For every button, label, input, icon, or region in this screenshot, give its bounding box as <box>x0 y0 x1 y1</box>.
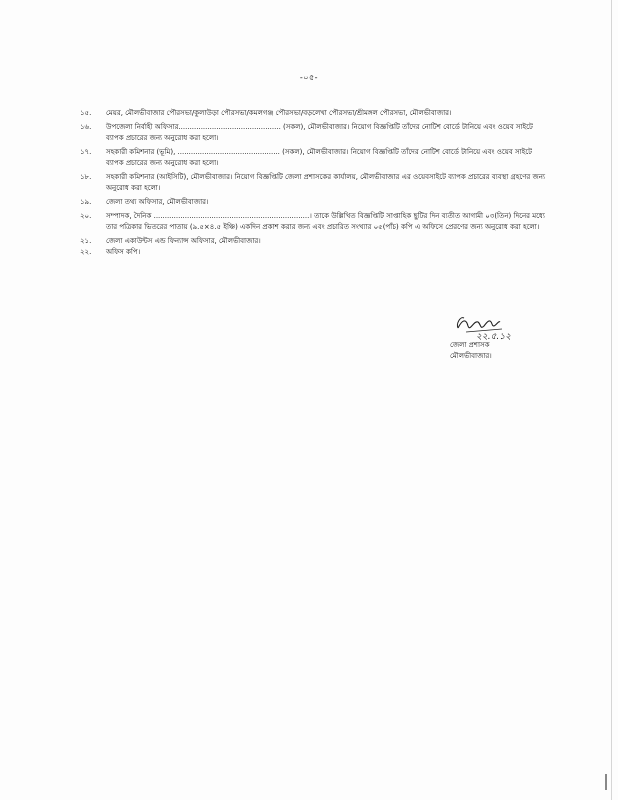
item-text: সম্পাদক, দৈনিক ......................................................................। তাকে উল্লিখিত বিজ্ঞপ্তিটি সাপ্তাহিক ছুটির দিন ব্যতীত আগামী ০৩(তিন) দিনের মধ্যে তার পত্রিকার ভিতরের পাতায় (৯.৫×৪.৫ ইঞ্চি) একদিন প্রকাশ করার জন্য এবং প্রচারিত সংখ্যার ০৫(পাঁচ) কপি এ অফিসে প্রেরণের জন্য অনুরোধ করা হলো। <box>106 212 545 231</box>
list-item <box>80 236 550 247</box>
item-text: জেলা একাউন্টস এন্ড ফিন্যান্স অফিসার, মৌলভীবাজার। <box>106 237 261 245</box>
item-number: ২১. <box>80 237 92 245</box>
item-number: ১৮. <box>80 173 92 181</box>
scan-edge-line <box>611 0 612 800</box>
item-text: উপজেলা নির্বাহী অফিসার.............................................. (সকল), মৌলভীবাজার। নিয়োগ বিজ্ঞপ্তিটি তাঁদের নোটিশ বোর্ডে টানিয়ে এবং ওয়েব সাইটে ব্যাপক প্রচারের জন্য অনুরোধ করা হলো। <box>106 123 533 142</box>
item-text: মেয়র, মৌলভীবাজার পৌরসভা/কুলাউড়া পৌরসভা/কমলগঞ্জ পৌরসভা/বড়লেখা পৌরসভা/শ্রীমঙ্গল পৌরসভা, মৌলভীবাজার। <box>106 109 452 117</box>
list-item <box>80 197 550 208</box>
item-number: ১৬. <box>80 123 92 131</box>
list-item <box>80 122 550 144</box>
item-number: ২০. <box>80 212 92 220</box>
signatory-designation: জেলা প্রশাসক <box>450 341 490 349</box>
list-item <box>80 108 550 119</box>
list-item <box>80 211 550 233</box>
page-number: -০৫- <box>299 73 319 82</box>
item-text: সহকারী কমিশনার (আইসিটি), মৌলভীবাজার। নিয়োগ বিজ্ঞপ্তিটি জেলা প্রশাসকের কার্যালয়, মৌলভীবাজার এর ওয়েবসাইটে ব্যাপক প্রচারের ব্যবস্থা গ্রহণের জন্য অনুরোধ করা হলো। <box>106 173 545 192</box>
item-number: ১৭. <box>80 148 92 156</box>
list-item <box>80 147 550 169</box>
item-number: ১৯. <box>80 198 92 206</box>
signature-block <box>450 308 560 362</box>
item-number: ১৫. <box>80 109 92 117</box>
item-text: সহকারী কমিশনার (ভূমি), .............................................. (সকল), মৌলভীবাজার। নিয়োগ বিজ্ঞপ্তিটি তাঁদের নোটিশ বোর্ডে টানিয়ে এবং ওয়েব সাইটে ব্যাপক প্রচারের জন্য অনুরোধ করা হলো। <box>106 148 532 167</box>
list-item <box>80 172 550 194</box>
item-number: ২২. <box>80 248 92 256</box>
item-text: অফিস কপি। <box>106 248 141 256</box>
distribution-list <box>80 108 550 258</box>
signatory-location: মৌলভীবাজার। <box>450 352 492 360</box>
handwritten-signature <box>454 308 534 340</box>
item-text: জেলা তথ্য অফিসার, মৌলভীবাজার। <box>106 198 209 206</box>
signature-date: ২২.৫.১২ <box>476 332 511 340</box>
list-item <box>80 247 550 258</box>
scan-mark <box>604 772 610 792</box>
